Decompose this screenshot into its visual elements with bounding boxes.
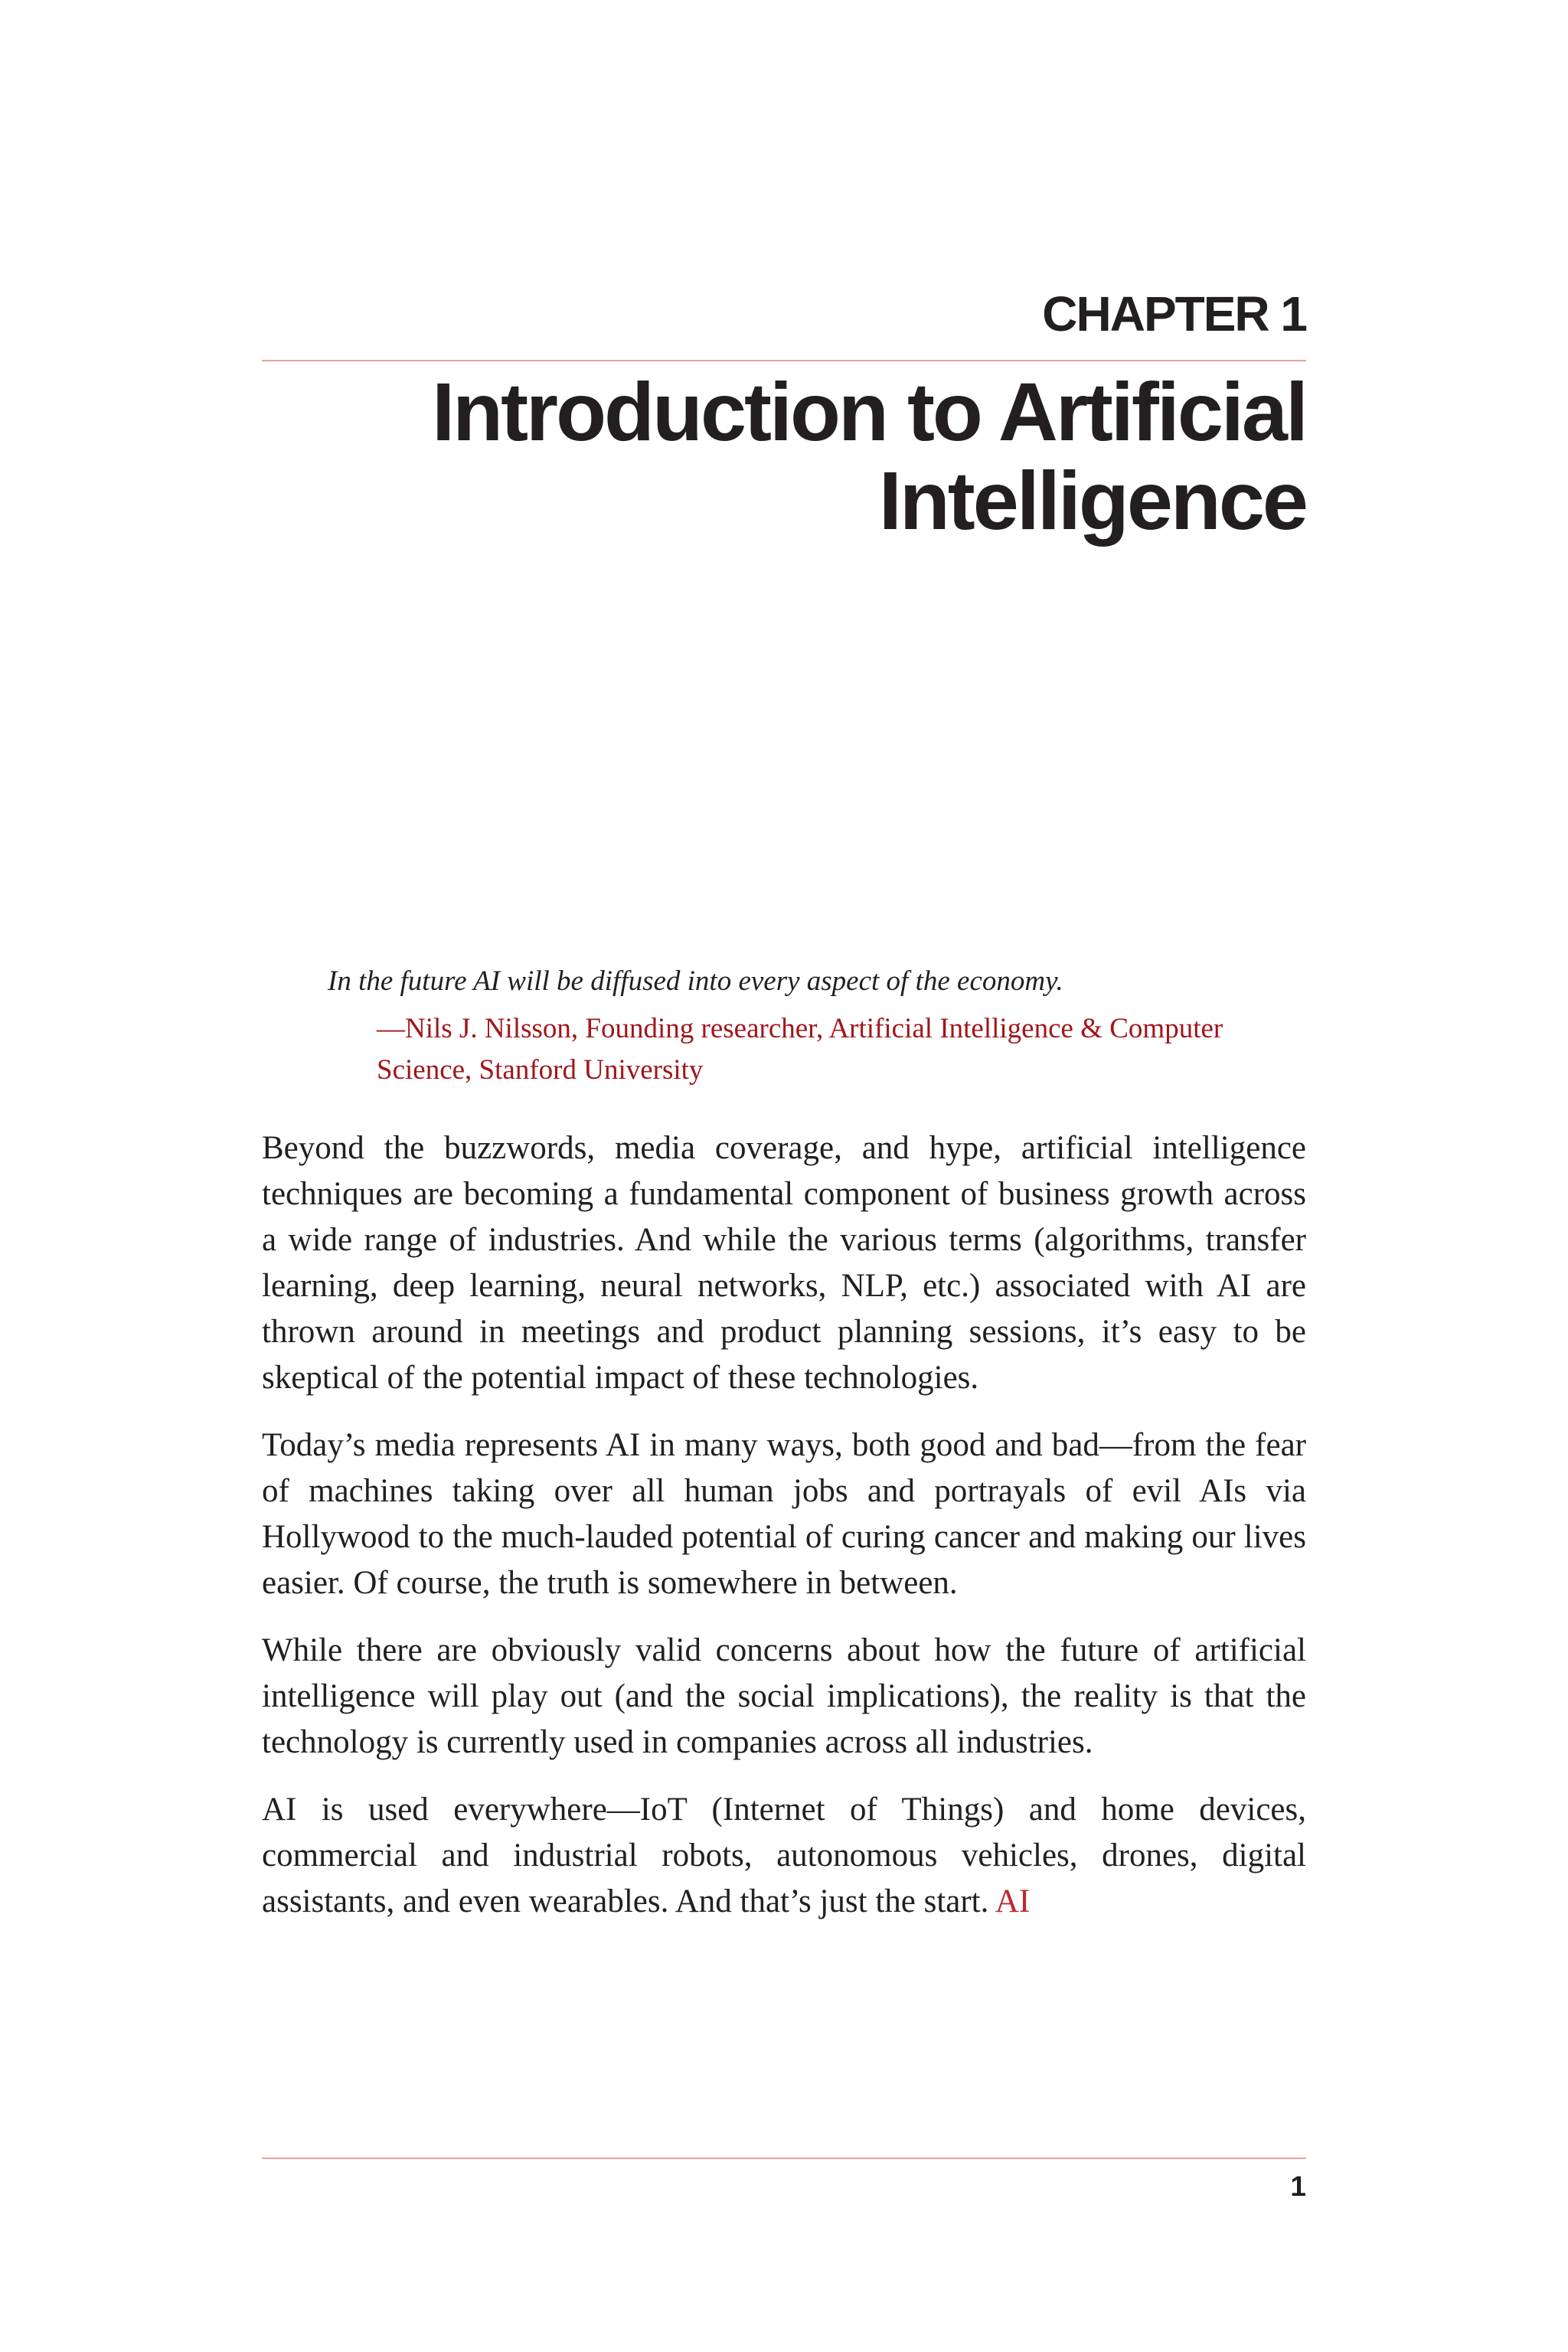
paragraph-2: Today’s media represents AI in many ways, both good and bad—from the fear of machines taking over all human jobs and portrayals of evil AIs via Hollywood to the much-lauded potential of curing cancer and making our lives easier. Of course, the truth is somewhere in between. — [262, 1427, 1306, 1601]
paragraph-4-text: AI is used everywhere—IoT (Internet of Things) and home devices, commercial and industrial robots, autonomous vehicles, drones, digital assistants, and even wearables. And that’s just the start. — [262, 1792, 1306, 1919]
chapter-title-line-2: Intelligence — [878, 454, 1306, 547]
chapter-label: CHAPTER 1 — [1042, 286, 1306, 341]
epigraph-attribution: —Nils J. Nilsson, Founding researcher, Artificial Intelligence & Computer Science, Stanford University — [377, 1013, 1223, 1086]
epigraph — [328, 961, 1306, 1091]
paragraph-4 — [262, 1787, 1306, 1925]
paragraph-3: While there are obviously valid concerns about how the future of artificial intelligence will play out (and the social implications), the reality is that the technology is currently used in companies across all industries. — [262, 1632, 1306, 1760]
chapter-title — [262, 365, 1306, 547]
cross-reference-link[interactable]: AI — [995, 1883, 1031, 1919]
paragraph-1: Beyond the buzzwords, media coverage, and hype, artificial intelligence techniques are becoming a fundamental component of business growth across a wide range of industries. And while the various terms (algorithms, transfer learning, deep learning, neural networks, NLP, etc.) associated with AI are thrown around in meetings and product planning sessions, it’s easy to be skeptical of the potential impact of these technologies. — [262, 1130, 1306, 1396]
body-text — [262, 1125, 1306, 1946]
epigraph-quote: In the future AI will be diffused into every aspect of the economy. — [328, 965, 1063, 997]
footer-divider — [262, 2158, 1306, 2159]
chapter-title-line-1: Introduction to Artificial — [432, 365, 1306, 458]
chapter-header — [262, 283, 1306, 545]
page-number: 1 — [1290, 2171, 1306, 2202]
chapter-divider — [262, 360, 1306, 361]
